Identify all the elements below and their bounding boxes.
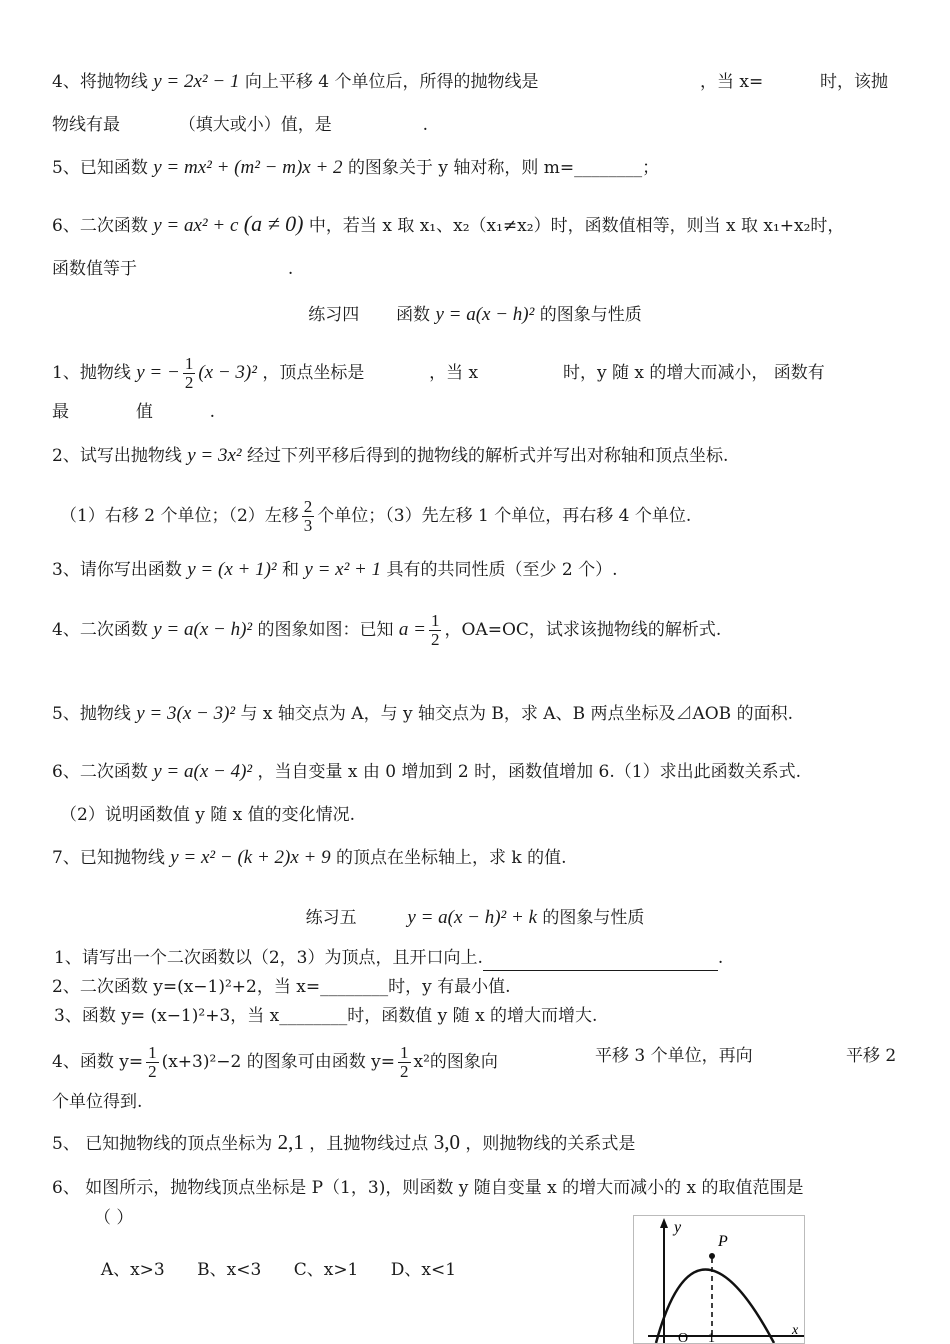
problem-4-when (700, 70, 763, 94)
text: 的图象与性质 (539, 305, 642, 325)
text: 具有的共同性质（至少 2 个）. (386, 560, 618, 580)
text: (x+3)²−2 的图象可由函数 y= (161, 1052, 396, 1072)
text: （填大或小）值，是 (178, 115, 332, 135)
sec4-problem-6 (52, 760, 801, 784)
formula: y = a(x − h)² + k (407, 907, 538, 928)
sec5-problem-4-mid (595, 1044, 753, 1068)
text: 平移 2 (846, 1046, 897, 1066)
sec4-problem-1-line-2 (52, 400, 215, 424)
fraction (146, 1044, 159, 1081)
text: 7、已知抛物线 (52, 848, 165, 868)
denominator: 2 (148, 1062, 157, 1081)
sec4-problem-5 (52, 702, 793, 726)
sec5-problem-1 (54, 946, 723, 971)
text: . (287, 259, 294, 279)
text: 个单位得到. (52, 1092, 143, 1112)
coordinate: 2,1 (277, 1130, 304, 1154)
denominator: 2 (184, 373, 194, 392)
text: 最 (52, 402, 69, 422)
text: 函数 (396, 305, 431, 325)
tick-label: 1 (708, 1331, 715, 1343)
formula: y = mx² + (m² − m)x + 2 (153, 157, 343, 178)
text: 4、函数 y= (52, 1052, 144, 1072)
section-label: 练习五 (305, 908, 357, 928)
text: 中，若当 x 取 x₁、x₂（x₁≠x₂）时，函数值相等，则当 x 取 x₁+x₂时， (308, 216, 845, 236)
text: ，顶点坐标是 (262, 363, 365, 383)
coordinate: 3,0 (433, 1130, 460, 1154)
formula: (x − 3)² (198, 362, 257, 383)
text: 2、试写出抛物线 (52, 446, 182, 466)
numerator: 1 (430, 611, 440, 630)
problem-5 (52, 156, 659, 180)
problem-6-line-2 (52, 257, 293, 281)
text: 6、二次函数 (52, 762, 148, 782)
sec5-problem-4-end (846, 1044, 896, 1068)
text: . (717, 948, 724, 968)
text: 5、抛物线 (52, 704, 131, 724)
numerator: 2 (303, 497, 313, 516)
text: 1、请写出一个二次函数以（2，3）为顶点，且开口向上. (54, 948, 483, 968)
parabola-graph (634, 1216, 804, 1343)
fraction (183, 355, 196, 392)
text: （1）右移 2 个单位；（2）左移 (60, 506, 299, 526)
origin-label: O (678, 1331, 689, 1343)
fraction (398, 1044, 411, 1081)
text: ，OA=OC，试求该抛物线的解析式. (444, 620, 722, 640)
text: 平移 3 个单位，再向 (595, 1046, 753, 1066)
vertex-label: P (718, 1233, 728, 1250)
sec5-problem-5 (52, 1130, 635, 1156)
answer-paren: （ ） (94, 1208, 134, 1228)
problem-6-line-1 (52, 212, 844, 238)
numerator: 1 (148, 1043, 157, 1062)
numerator: 1 (184, 354, 194, 373)
parabola-figure (633, 1215, 805, 1344)
text: . (422, 115, 429, 135)
fraction (429, 612, 442, 649)
choice-options: A、x>3 B、x<3 C、x>1 D、x<1 (100, 1260, 457, 1280)
sec5-problem-6-paren (94, 1206, 133, 1230)
formula: a = (398, 619, 426, 640)
formula-condition: (a ≠ 0) (243, 211, 304, 236)
text: 的图象与性质 (542, 908, 645, 928)
sec5-problem-2 (52, 975, 511, 999)
text: 的顶点在坐标轴上，求 k 的值. (336, 848, 567, 868)
text: ，且抛物线过点 (309, 1134, 429, 1154)
denominator: 3 (303, 516, 313, 535)
problem-4-time (820, 70, 888, 94)
text: 6、二次函数 (52, 216, 148, 236)
formula: y = − (136, 362, 180, 383)
text: 4、将抛物线 (52, 72, 148, 92)
text: x²的图象向 (413, 1052, 498, 1072)
section-label: 练习四 (308, 305, 360, 325)
text: ，当 x= (700, 72, 764, 92)
sec5-problem-6 (52, 1176, 804, 1200)
numerator: 1 (400, 1043, 409, 1062)
text: 2、二次函数 y=(x−1)²+2，当 x=________时，y 有最小值. (52, 977, 511, 997)
sec5-problem-4 (52, 1044, 498, 1081)
formula: y = ax² + c (153, 215, 239, 236)
text: 和 (282, 560, 299, 580)
text: 时，该抛 (820, 72, 888, 92)
denominator: 2 (400, 1062, 409, 1081)
text: 的图象关于 y 轴对称，则 m=________； (347, 158, 660, 178)
formula: y = 2x² − 1 (153, 71, 240, 92)
fraction (302, 498, 315, 535)
text: 1、抛物线 (52, 363, 131, 383)
text: ，当 x (429, 363, 479, 383)
formula: y = x² + 1 (304, 559, 382, 580)
formula: y = 3x² (187, 445, 242, 466)
sec4-problem-2-parts (60, 498, 691, 535)
y-axis-arrow-icon (660, 1218, 668, 1228)
text: 6、 如图所示，抛物线顶点坐标是 P（1，3)，则函数 y 随自变量 x 的增大而减小的 x 的取值范围是 (52, 1178, 804, 1198)
formula: y = 3(x − 3)² (136, 703, 236, 724)
text: （2）说明函数值 y 随 x 值的变化情况. (60, 805, 356, 825)
formula: y = (x + 1)² (187, 559, 277, 580)
text: 时，y 随 x 的增大而减小， 函数有 (562, 363, 825, 383)
section-4-title (0, 300, 950, 326)
y-axis-label: y (674, 1219, 682, 1236)
formula: y = a(x − h)² (153, 619, 253, 640)
problem-4-line-1 (52, 70, 538, 94)
text: 3、函数 y= (x−1)²+3，当 x________时，函数值 y 随 x 的增大而增大. (54, 1006, 598, 1026)
formula: y = a(x − 4)² (153, 761, 253, 782)
sec4-problem-6-line-2 (60, 803, 355, 827)
text: 5、已知函数 (52, 158, 148, 178)
text: ，则抛物线的关系式是 (465, 1134, 636, 1154)
text: 向上平移 4 个单位后，所得的抛物线是 (244, 72, 539, 92)
text: 值 (135, 402, 153, 422)
text: 3、请你写出函数 (52, 560, 182, 580)
sec4-problem-2 (52, 444, 728, 468)
sec4-problem-7 (52, 846, 567, 870)
sec5-problem-3 (54, 1004, 597, 1028)
problem-4-line-2 (52, 113, 428, 137)
vertex-point (709, 1253, 715, 1259)
formula: y = a(x − h)² (435, 304, 535, 325)
text: 个单位；（3）先左移 1 个单位，再右移 4 个单位. (317, 506, 692, 526)
text: 函数值等于 (52, 259, 137, 279)
x-axis-label: x (792, 1323, 799, 1338)
text: 物线有最 (52, 115, 120, 135)
sec5-problem-6-options (90, 1234, 456, 1282)
sec5-problem-4-line-2 (52, 1090, 142, 1114)
parabola-curve (656, 1270, 774, 1344)
formula: y = x² − (k + 2)x + 9 (170, 847, 331, 868)
text: ，当自变量 x 由 0 增加到 2 时，函数值增加 6.（1）求出此函数关系式. (257, 762, 801, 782)
answer-blank (483, 946, 718, 971)
sec4-problem-3 (52, 558, 618, 582)
sec4-problem-4 (52, 612, 721, 649)
section-5-title (0, 903, 950, 929)
text: 经过下列平移后得到的抛物线的解析式并写出对称轴和顶点坐标. (247, 446, 729, 466)
text: 与 x 轴交点为 A，与 y 轴交点为 B，求 A、B 两点坐标及⊿AOB 的面积. (240, 704, 793, 724)
text: 4、二次函数 (52, 620, 148, 640)
sec4-problem-1 (52, 355, 825, 392)
text: . (209, 402, 216, 422)
denominator: 2 (430, 630, 440, 649)
text: 的图象如图：已知 (257, 620, 394, 640)
text: 5、 已知抛物线的顶点坐标为 (52, 1134, 273, 1154)
